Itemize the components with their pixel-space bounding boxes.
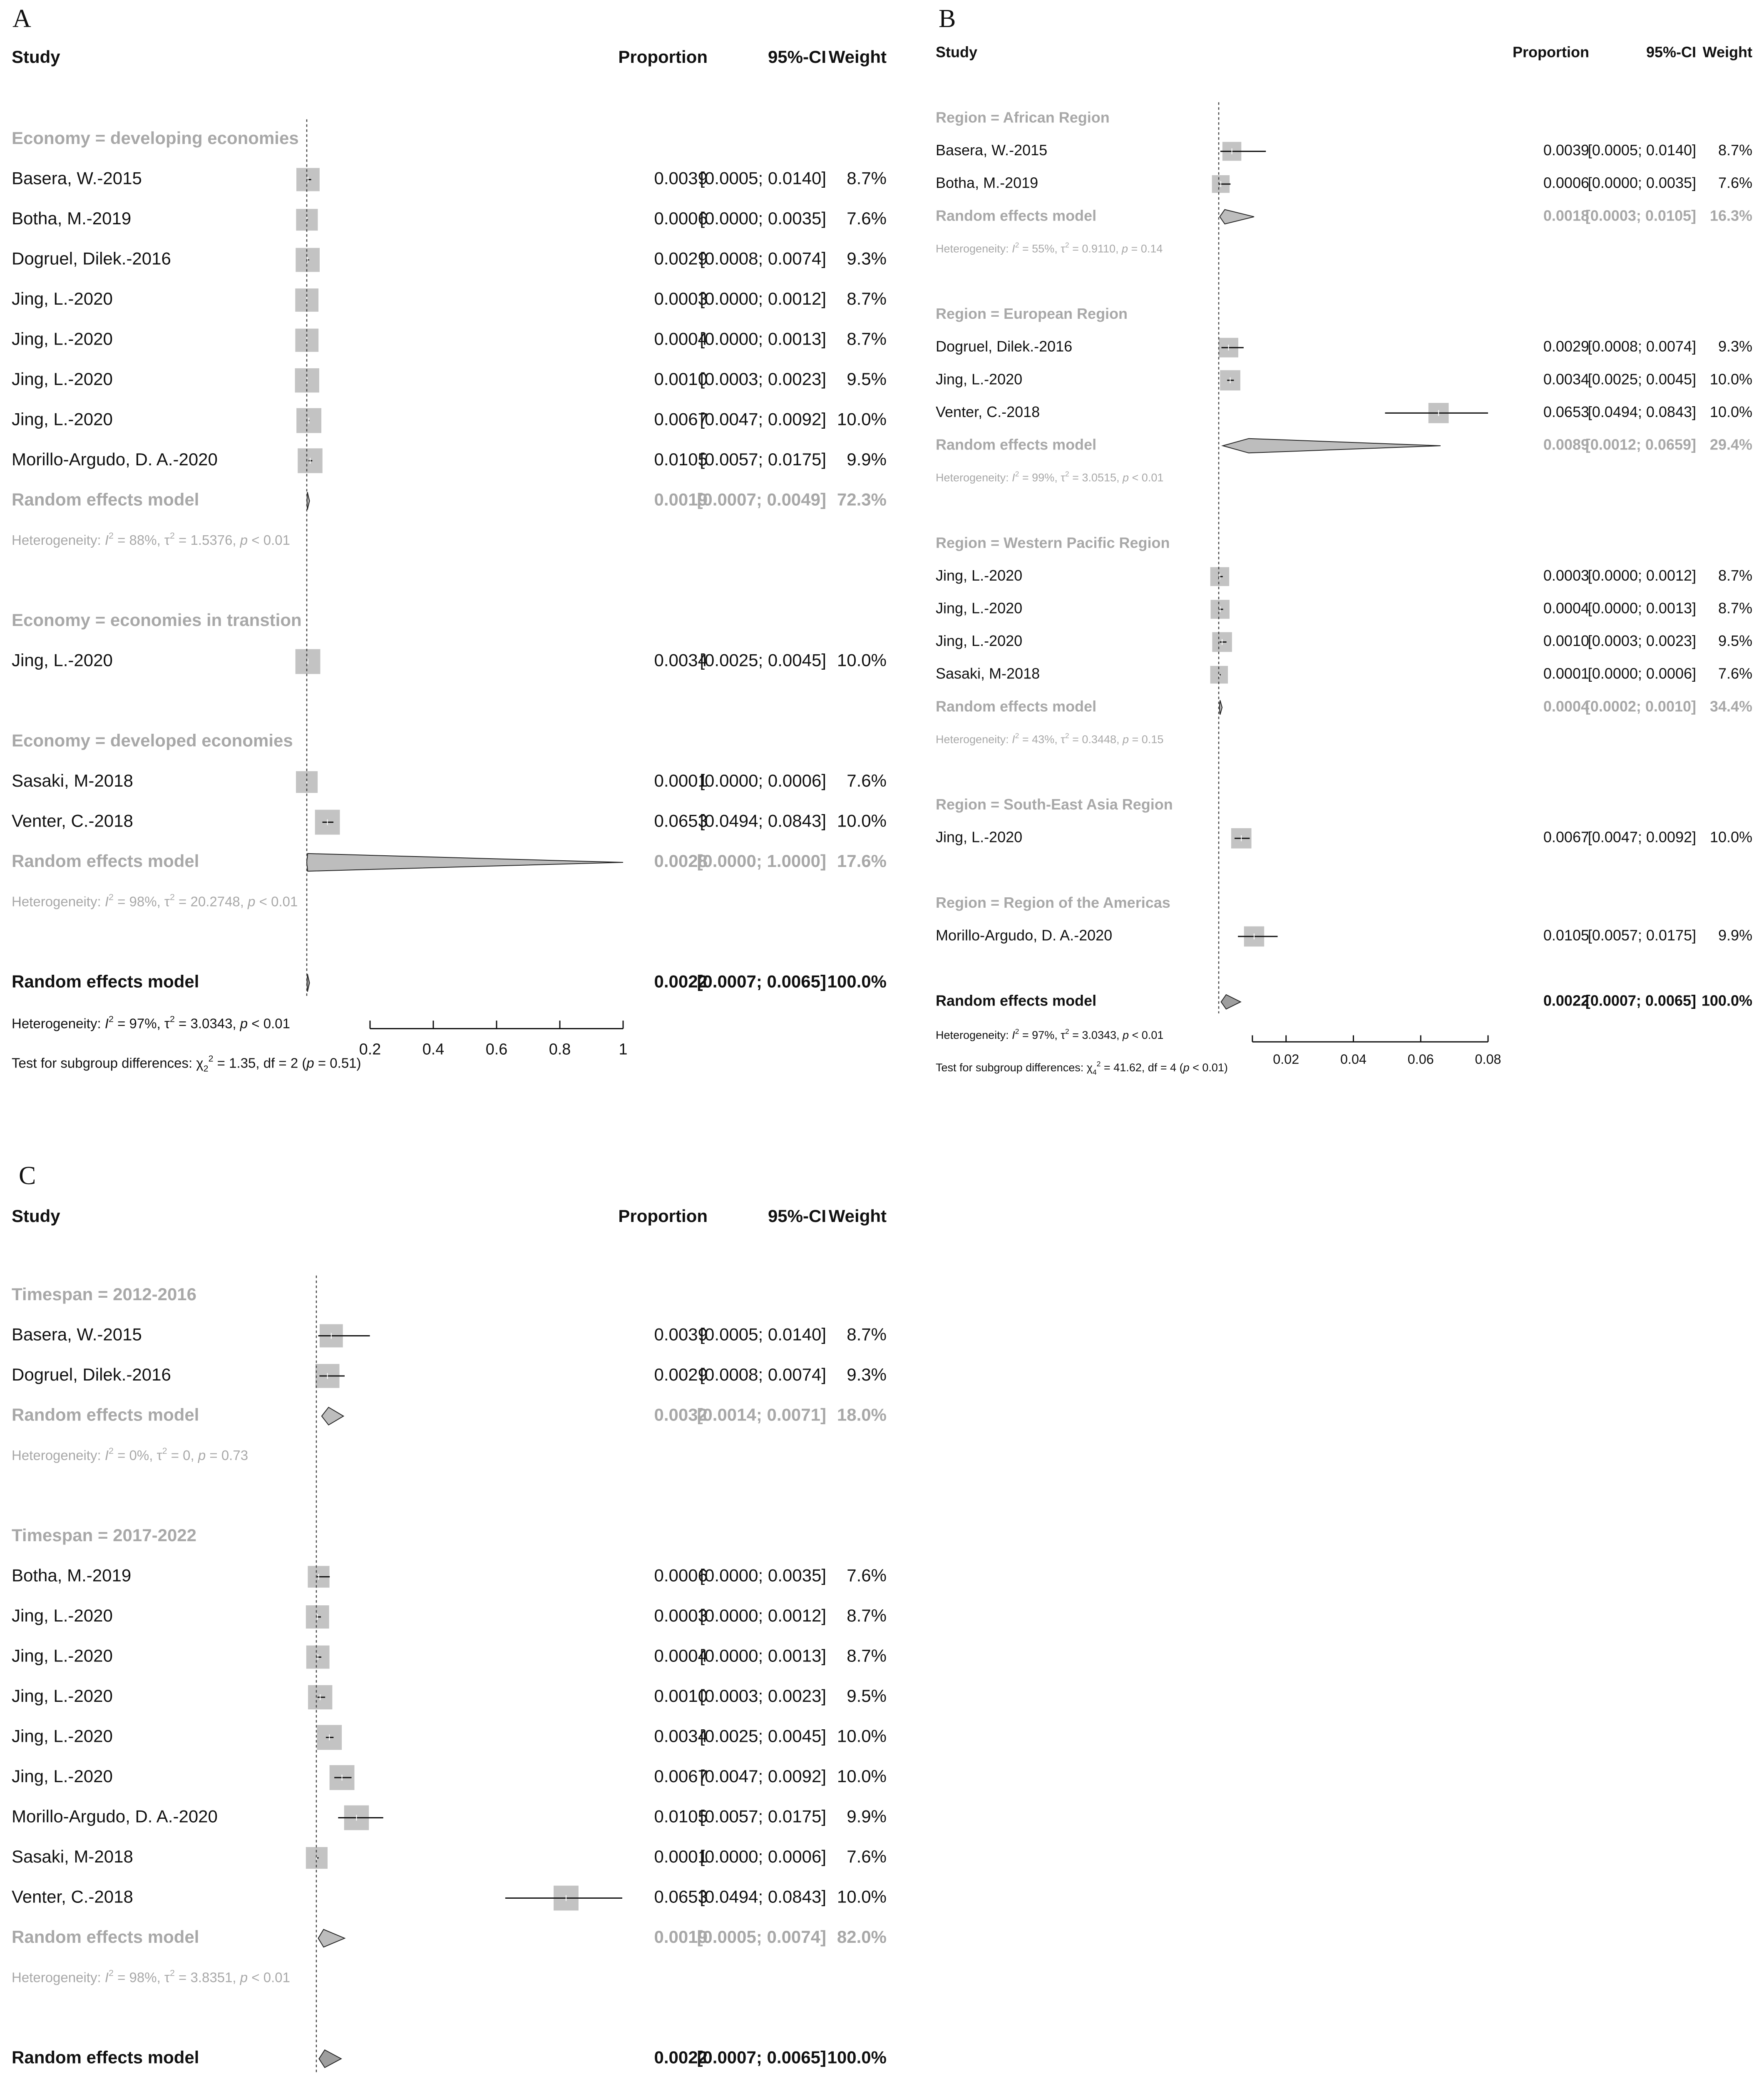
subgroup-model-label: Random effects model xyxy=(936,436,1097,453)
weight-value: 8.7% xyxy=(847,1646,887,1666)
study-label: Jing, L.-2020 xyxy=(12,409,113,429)
subgroup-heterogeneity: Heterogeneity: $I^2 = 98\%$, $\tau^2 = 3.8351$, p < 0.01 xyxy=(12,1968,290,1985)
proportion-value: 0.0032 xyxy=(654,1405,708,1425)
ci-value: [0.0008; 0.0074] xyxy=(700,248,826,268)
weight-value: 7.6% xyxy=(847,1847,887,1867)
weight-value: 9.5% xyxy=(1718,632,1752,650)
subgroup-diamond xyxy=(322,1407,343,1425)
weight-value: 9.3% xyxy=(847,248,887,268)
ci-value: [0.0005; 0.0140] xyxy=(1588,142,1696,159)
proportion-value: 0.0018 xyxy=(1543,207,1589,224)
study-label: Venter, C.-2018 xyxy=(12,811,133,831)
ci-value: [0.0000; 0.0006] xyxy=(700,1847,826,1867)
ci-value: [0.0000; 0.0006] xyxy=(700,771,826,791)
weight-value: 29.4% xyxy=(1709,436,1752,453)
col-header-weight: Weight xyxy=(828,47,887,67)
ci-value: [0.0494; 0.0843] xyxy=(700,811,826,831)
study-label: Jing, L.-2020 xyxy=(936,599,1023,617)
proportion-value: 0.0029 xyxy=(654,1365,708,1385)
subgroup-heterogeneity: Heterogeneity: $I^2 = 0\%$, $\tau^2 = 0$, p = 0.73 xyxy=(12,1445,248,1463)
proportion-value: 0.0653 xyxy=(654,1887,708,1907)
weight-value: 7.6% xyxy=(847,771,887,791)
forest-plot-a xyxy=(0,0,903,1090)
weight-value: 10.0% xyxy=(1709,370,1752,388)
study-label: Botha, M.-2019 xyxy=(12,209,132,228)
weight-value: 10.0% xyxy=(837,409,887,429)
subgroup-heterogeneity: Heterogeneity: $I^2 = 98\%$, $\tau^2 = 20.2748$, p < 0.01 xyxy=(12,892,298,909)
proportion-value: 0.0003 xyxy=(654,289,708,309)
overall-diamond xyxy=(1221,995,1241,1009)
proportion-value: 0.0653 xyxy=(654,811,708,831)
ci-value: [0.0008; 0.0074] xyxy=(700,1365,826,1385)
subgroup-model-label: Random effects model xyxy=(12,851,199,871)
study-label: Jing, L.-2020 xyxy=(12,1766,113,1786)
ci-value: [0.0057; 0.0175] xyxy=(1588,926,1696,944)
study-label: Jing, L.-2020 xyxy=(936,828,1023,846)
proportion-value: 0.0029 xyxy=(1543,338,1589,355)
weight-value: 100.0% xyxy=(827,971,887,991)
ci-value: [0.0007; 0.0065] xyxy=(697,971,826,991)
col-header-proportion: Proportion xyxy=(618,47,708,67)
subgroup-label: Economy = economies in transtion xyxy=(12,610,302,630)
ci-value: [0.0000; 1.0000] xyxy=(697,851,826,871)
subgroup-label: Timespan = 2017-2022 xyxy=(12,1525,197,1545)
study-label: Basera, W.-2015 xyxy=(12,168,142,188)
ci-value: [0.0003; 0.0023] xyxy=(700,1686,826,1706)
subgroup-model-label: Random effects model xyxy=(12,1405,199,1425)
ci-value: [0.0025; 0.0045] xyxy=(700,650,826,670)
study-label: Morillo-Argudo, D. A.-2020 xyxy=(12,1806,218,1826)
study-label: Dogruel, Dilek.-2016 xyxy=(12,248,171,268)
col-header-proportion: Proportion xyxy=(1513,43,1589,61)
study-label: Jing, L.-2020 xyxy=(936,632,1023,650)
proportion-value: 0.0028 xyxy=(654,851,708,871)
weight-value: 9.5% xyxy=(847,369,887,389)
panel-letter-c: C xyxy=(19,1162,36,1190)
weight-value: 9.3% xyxy=(1718,338,1752,355)
forest-svg-b xyxy=(932,0,1761,1090)
subgroup-label: Economy = developing economies xyxy=(12,128,299,148)
proportion-value: 0.0653 xyxy=(1543,403,1589,420)
subgroup-model-label: Random effects model xyxy=(936,698,1097,715)
proportion-value: 0.0004 xyxy=(1543,599,1589,617)
ci-value: [0.0007; 0.0049] xyxy=(697,489,826,509)
ci-value: [0.0003; 0.0105] xyxy=(1585,207,1696,224)
col-header-study: Study xyxy=(936,43,978,61)
subgroup-label: Region = African Region xyxy=(936,109,1110,126)
study-label: Sasaki, M-2018 xyxy=(12,771,133,791)
ci-value: [0.0007; 0.0065] xyxy=(697,2047,826,2067)
ci-value: [0.0047; 0.0092] xyxy=(700,1766,826,1786)
proportion-value: 0.0004 xyxy=(654,1646,708,1666)
col-header-ci: 95%-CI xyxy=(768,47,826,67)
proportion-value: 0.0039 xyxy=(654,168,708,188)
weight-value: 16.3% xyxy=(1709,207,1752,224)
subgroup-label: Economy = developed economies xyxy=(12,730,293,750)
proportion-value: 0.0010 xyxy=(654,1686,708,1706)
study-label: Sasaki, M-2018 xyxy=(936,665,1040,682)
proportion-value: 0.0034 xyxy=(1543,370,1589,388)
ci-value: [0.0025; 0.0045] xyxy=(1588,370,1696,388)
proportion-value: 0.0006 xyxy=(654,209,708,228)
weight-value: 9.9% xyxy=(1718,926,1752,944)
panel-letter-a: A xyxy=(12,5,31,33)
proportion-value: 0.0022 xyxy=(1543,992,1589,1009)
ci-value: [0.0000; 0.0012] xyxy=(1588,566,1696,584)
proportion-value: 0.0010 xyxy=(1543,632,1589,650)
proportion-value: 0.0001 xyxy=(1543,665,1589,682)
ci-value: [0.0005; 0.0074] xyxy=(697,1927,826,1947)
weight-value: 17.6% xyxy=(837,851,887,871)
ci-value: [0.0000; 0.0035] xyxy=(1588,174,1696,191)
weight-value: 8.7% xyxy=(847,168,887,188)
weight-value: 9.9% xyxy=(847,449,887,469)
proportion-value: 0.0010 xyxy=(654,369,708,389)
weight-value: 34.4% xyxy=(1709,698,1752,715)
weight-value: 82.0% xyxy=(837,1927,887,1947)
subgroup-label: Region = Region of the Americas xyxy=(936,894,1170,911)
weight-value: 9.9% xyxy=(847,1806,887,1826)
forest-plot-c xyxy=(0,1157,903,2081)
subgroup-model-label: Random effects model xyxy=(936,207,1097,224)
subgroup-diamond xyxy=(307,854,623,871)
proportion-value: 0.0019 xyxy=(654,1927,708,1947)
overall-heterogeneity: Heterogeneity: $I^2 = 97\%$, $\tau^2 = 3.0343$, p < 0.01 xyxy=(12,1014,290,1031)
overall-diamond xyxy=(307,974,310,991)
ci-value: [0.0007; 0.0065] xyxy=(1585,992,1696,1009)
weight-value: 8.7% xyxy=(1718,566,1752,584)
ci-value: [0.0000; 0.0013] xyxy=(700,329,826,349)
col-header-ci: 95%-CI xyxy=(1646,43,1696,61)
weight-value: 7.6% xyxy=(1718,174,1752,191)
study-label: Jing, L.-2020 xyxy=(12,289,113,309)
study-label: Jing, L.-2020 xyxy=(12,329,113,349)
proportion-value: 0.0029 xyxy=(654,248,708,268)
col-header-ci: 95%-CI xyxy=(768,1206,826,1226)
study-label: Venter, C.-2018 xyxy=(936,403,1040,420)
study-label: Morillo-Argudo, D. A.-2020 xyxy=(936,926,1113,944)
subgroup-model-label: Random effects model xyxy=(12,1927,199,1947)
study-label: Botha, M.-2019 xyxy=(936,174,1039,191)
weight-value: 10.0% xyxy=(837,811,887,831)
ci-value: [0.0000; 0.0013] xyxy=(700,1646,826,1666)
ci-value: [0.0012; 0.0659] xyxy=(1585,436,1696,453)
ci-value: [0.0005; 0.0140] xyxy=(700,1324,826,1344)
study-label: Botha, M.-2019 xyxy=(12,1565,132,1585)
x-tick-label: 0.02 xyxy=(1273,1051,1299,1067)
col-header-proportion: Proportion xyxy=(618,1206,708,1226)
study-label: Jing, L.-2020 xyxy=(12,1646,113,1666)
col-header-study: Study xyxy=(12,47,60,67)
proportion-value: 0.0003 xyxy=(654,1606,708,1626)
weight-value: 72.3% xyxy=(837,489,887,509)
ci-value: [0.0057; 0.0175] xyxy=(700,1806,826,1826)
study-label: Dogruel, Dilek.-2016 xyxy=(12,1365,171,1385)
proportion-value: 0.0006 xyxy=(1543,174,1589,191)
study-label: Morillo-Argudo, D. A.-2020 xyxy=(12,449,218,469)
overall-model-label: Random effects model xyxy=(12,971,199,991)
ci-value: [0.0000; 0.0035] xyxy=(700,209,826,228)
weight-value: 10.0% xyxy=(837,1726,887,1746)
weight-value: 10.0% xyxy=(1709,403,1752,420)
proportion-value: 0.0067 xyxy=(1543,828,1589,846)
col-header-weight: Weight xyxy=(828,1206,887,1226)
study-label: Jing, L.-2020 xyxy=(12,650,113,670)
subgroup-diamond xyxy=(1220,210,1254,224)
proportion-value: 0.0003 xyxy=(1543,566,1589,584)
weight-value: 10.0% xyxy=(837,1887,887,1907)
weight-value: 100.0% xyxy=(827,2047,887,2067)
study-label: Basera, W.-2015 xyxy=(936,142,1048,159)
x-tick-label: 0.06 xyxy=(1407,1051,1434,1067)
overall-diamond xyxy=(319,2050,341,2067)
subgroup-label: Region = South-East Asia Region xyxy=(936,796,1173,813)
x-tick-label: 0.4 xyxy=(422,1040,445,1058)
subgroup-diamond xyxy=(1220,700,1222,715)
weight-value: 9.3% xyxy=(847,1365,887,1385)
ci-value: [0.0014; 0.0071] xyxy=(697,1405,826,1425)
subgroup-label: Region = Western Pacific Region xyxy=(936,534,1170,551)
proportion-value: 0.0019 xyxy=(654,489,708,509)
subgroup-heterogeneity: Heterogeneity: $I^2 = 55\%$, $\tau^2 = 0.9110$, p = 0.14 xyxy=(936,241,1163,255)
ci-value: [0.0025; 0.0045] xyxy=(700,1726,826,1746)
study-label: Jing, L.-2020 xyxy=(12,1606,113,1626)
study-label: Sasaki, M-2018 xyxy=(12,1847,133,1867)
forest-svg-a xyxy=(0,0,903,1090)
weight-value: 7.6% xyxy=(847,209,887,228)
proportion-value: 0.0004 xyxy=(1543,698,1589,715)
study-label: Jing, L.-2020 xyxy=(936,566,1023,584)
subgroup-diamond xyxy=(1223,439,1441,453)
weight-value: 8.7% xyxy=(847,1324,887,1344)
proportion-value: 0.0001 xyxy=(654,1847,708,1867)
subgroup-diamond xyxy=(318,1930,345,1947)
x-tick-label: 0.08 xyxy=(1475,1051,1501,1067)
proportion-value: 0.0022 xyxy=(654,2047,708,2067)
ci-value: [0.0000; 0.0012] xyxy=(700,1606,826,1626)
ci-value: [0.0047; 0.0092] xyxy=(1588,828,1696,846)
weight-value: 8.7% xyxy=(847,329,887,349)
weight-value: 8.7% xyxy=(847,1606,887,1626)
proportion-value: 0.0105 xyxy=(654,449,708,469)
ci-value: [0.0000; 0.0013] xyxy=(1588,599,1696,617)
col-header-study: Study xyxy=(12,1206,60,1226)
subgroup-label: Region = European Region xyxy=(936,305,1128,323)
x-tick-label: 0.04 xyxy=(1340,1051,1367,1067)
proportion-value: 0.0034 xyxy=(654,1726,708,1746)
weight-value: 10.0% xyxy=(837,650,887,670)
proportion-value: 0.0034 xyxy=(654,650,708,670)
ci-value: [0.0005; 0.0140] xyxy=(700,168,826,188)
weight-value: 18.0% xyxy=(837,1405,887,1425)
proportion-value: 0.0067 xyxy=(654,1766,708,1786)
weight-value: 8.7% xyxy=(1718,599,1752,617)
proportion-value: 0.0001 xyxy=(654,771,708,791)
col-header-weight: Weight xyxy=(1702,43,1752,61)
ci-value: [0.0003; 0.0023] xyxy=(1588,632,1696,650)
study-label: Dogruel, Dilek.-2016 xyxy=(936,338,1073,355)
proportion-value: 0.0067 xyxy=(654,409,708,429)
proportion-value: 0.0006 xyxy=(654,1565,708,1585)
overall-heterogeneity: Heterogeneity: $I^2 = 97\%$, $\tau^2 = 3.0343$, p < 0.01 xyxy=(936,1027,1164,1042)
subgroup-difference-test: Test for subgroup differences: $\chi_2^2 = 1.35$, df = 2 (p = 0.51) xyxy=(12,1053,361,1074)
subgroup-label: Timespan = 2012-2016 xyxy=(12,1284,197,1304)
proportion-value: 0.0039 xyxy=(1543,142,1589,159)
x-tick-label: 0.6 xyxy=(485,1040,508,1058)
proportion-value: 0.0004 xyxy=(654,329,708,349)
study-label: Jing, L.-2020 xyxy=(936,370,1023,388)
subgroup-diamond xyxy=(307,492,310,509)
weight-value: 7.6% xyxy=(847,1565,887,1585)
subgroup-heterogeneity: Heterogeneity: $I^2 = 43\%$, $\tau^2 = 0.3448$, p = 0.15 xyxy=(936,731,1164,746)
weight-value: 8.7% xyxy=(847,289,887,309)
weight-value: 100.0% xyxy=(1701,992,1752,1009)
subgroup-heterogeneity: Heterogeneity: $I^2 = 99\%$, $\tau^2 = 3.0515$, p < 0.01 xyxy=(936,469,1164,484)
ci-value: [0.0008; 0.0074] xyxy=(1588,338,1696,355)
subgroup-model-label: Random effects model xyxy=(12,489,199,509)
study-label: Jing, L.-2020 xyxy=(12,1686,113,1706)
weight-value: 9.5% xyxy=(847,1686,887,1706)
overall-model-label: Random effects model xyxy=(936,992,1097,1009)
panel-letter-b: B xyxy=(939,5,956,33)
ci-value: [0.0000; 0.0006] xyxy=(1588,665,1696,682)
ci-value: [0.0002; 0.0010] xyxy=(1585,698,1696,715)
proportion-value: 0.0039 xyxy=(654,1324,708,1344)
proportion-value: 0.0105 xyxy=(1543,926,1589,944)
forest-plot-b xyxy=(932,0,1761,1090)
ci-value: [0.0003; 0.0023] xyxy=(700,369,826,389)
weight-value: 10.0% xyxy=(1709,828,1752,846)
study-label: Jing, L.-2020 xyxy=(12,369,113,389)
subgroup-difference-test: Test for subgroup differences: $\chi_4^2 = 41.62$, df = 4 (p < 0.01) xyxy=(936,1059,1228,1076)
proportion-value: 0.0089 xyxy=(1543,436,1589,453)
ci-value: [0.0047; 0.0092] xyxy=(700,409,826,429)
weight-value: 8.7% xyxy=(1718,142,1752,159)
study-label: Basera, W.-2015 xyxy=(12,1324,142,1344)
ci-value: [0.0494; 0.0843] xyxy=(1588,403,1696,420)
ci-value: [0.0057; 0.0175] xyxy=(700,449,826,469)
weight-value: 10.0% xyxy=(837,1766,887,1786)
ci-value: [0.0000; 0.0035] xyxy=(700,1565,826,1585)
ci-value: [0.0494; 0.0843] xyxy=(700,1887,826,1907)
overall-model-label: Random effects model xyxy=(12,2047,199,2067)
x-tick-label: 1 xyxy=(619,1040,628,1058)
proportion-value: 0.0105 xyxy=(654,1806,708,1826)
x-tick-label: 0.8 xyxy=(549,1040,571,1058)
study-label: Jing, L.-2020 xyxy=(12,1726,113,1746)
x-tick-label: 0.2 xyxy=(359,1040,381,1058)
ci-value: [0.0000; 0.0012] xyxy=(700,289,826,309)
study-label: Venter, C.-2018 xyxy=(12,1887,133,1907)
weight-value: 7.6% xyxy=(1718,665,1752,682)
proportion-value: 0.0022 xyxy=(654,971,708,991)
forest-svg-c xyxy=(0,1157,903,2081)
subgroup-heterogeneity: Heterogeneity: $I^2 = 88\%$, $\tau^2 = 1.5376$, p < 0.01 xyxy=(12,530,290,548)
